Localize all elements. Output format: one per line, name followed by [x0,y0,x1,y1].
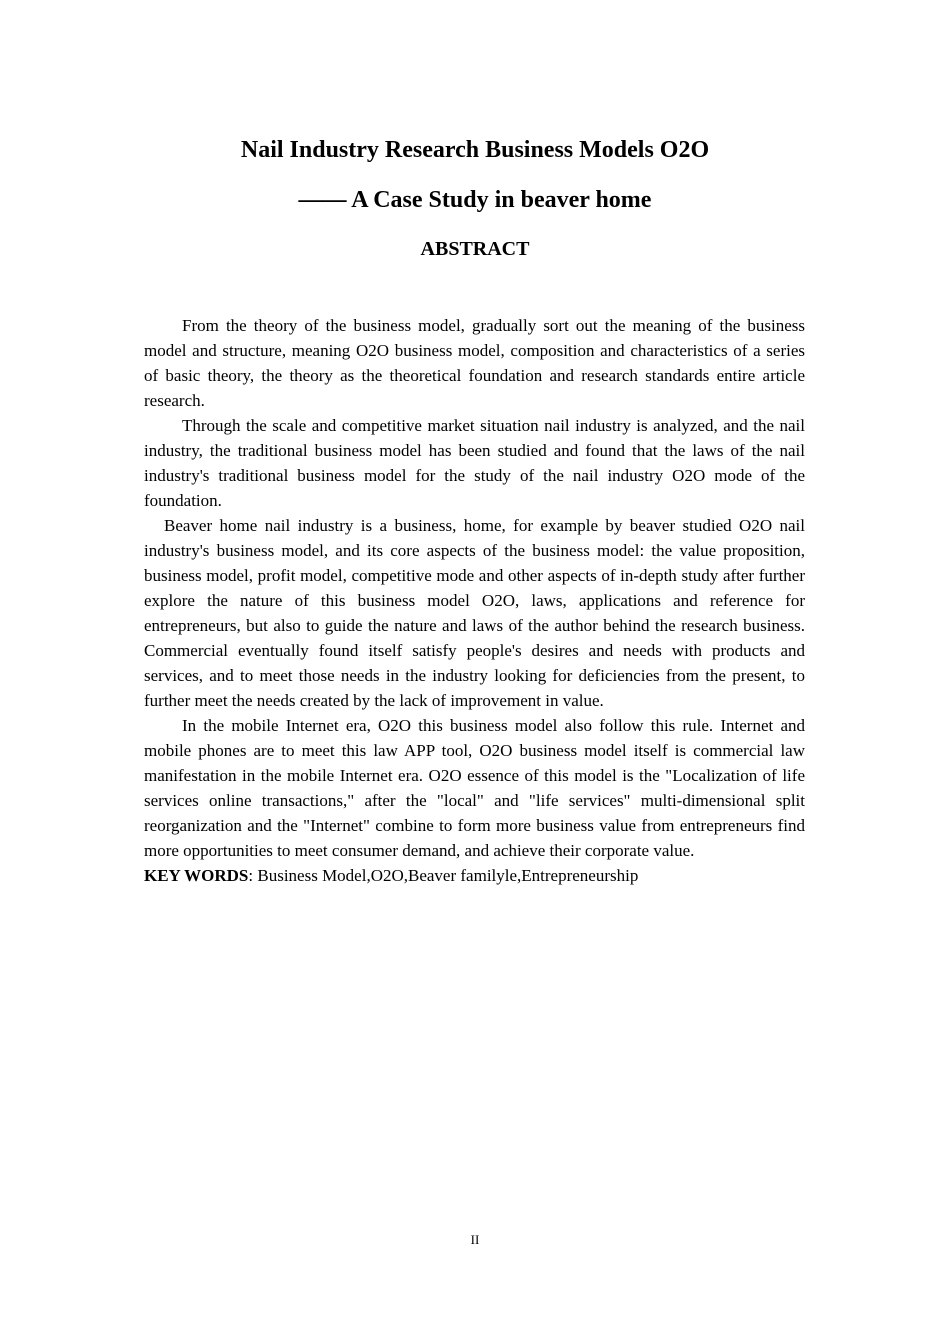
abstract-heading: ABSTRACT [420,238,530,260]
page-number: II [470,1232,480,1247]
keywords-value: : Business Model,O2O,Beaver familyle,Entrepreneurship [248,866,639,885]
abstract-paragraph-4: In the mobile Internet era, O2O this business model also follow this rule. Internet and mobile phones are to meet this law APP tool, O2O business model itself is commercial law manifestation in the mobile Internet era. O2O essence of this model is the "Localization of life services online transactions," after the "local" and "life services" multi-dimensional split reorganization and the "Internet" combine to form more business value from entrepreneurs find more opportunities to meet consumer demand, and achieve their corporate value. [144,716,805,860]
keywords-label: KEY WORDS [144,866,249,885]
abstract-body [144,313,805,888]
abstract-paragraph-2: Through the scale and competitive market situation nail industry is analyzed, and the nail industry, the traditional business model has been studied and found that the laws of the nail industry's traditional business model for the study of the nail industry O2O mode of the foundation. [144,416,805,510]
title-line-2: —— A Case Study in beaver home [298,187,652,213]
abstract-paragraph-3: Beaver home nail industry is a business, home, for example by beaver studied O2O nail industry's business model, and its core aspects of the business model: the value proposition, business model, profit model, competitive mode and other aspects of in-depth study after further explore the nature of this business model O2O, laws, applications and reference for entrepreneurs, but also to guide the nature and laws of the author behind the research business. Commercial eventually found itself satisfy people's desires and needs with products and services, and to meet those needs in the industry looking for deficiencies from the present, to further meet the needs created by the lack of improvement in value. [144,516,805,710]
title-line-1: Nail Industry Research Business Models O2O [240,137,710,163]
abstract-paragraph-1: From the theory of the business model, gradually sort out the meaning of the business model and structure, meaning O2O business model, composition and characteristics of a series of basic theory, the theory as the theoretical foundation and research standards entire article research. [144,316,805,410]
keywords-line [144,863,805,888]
